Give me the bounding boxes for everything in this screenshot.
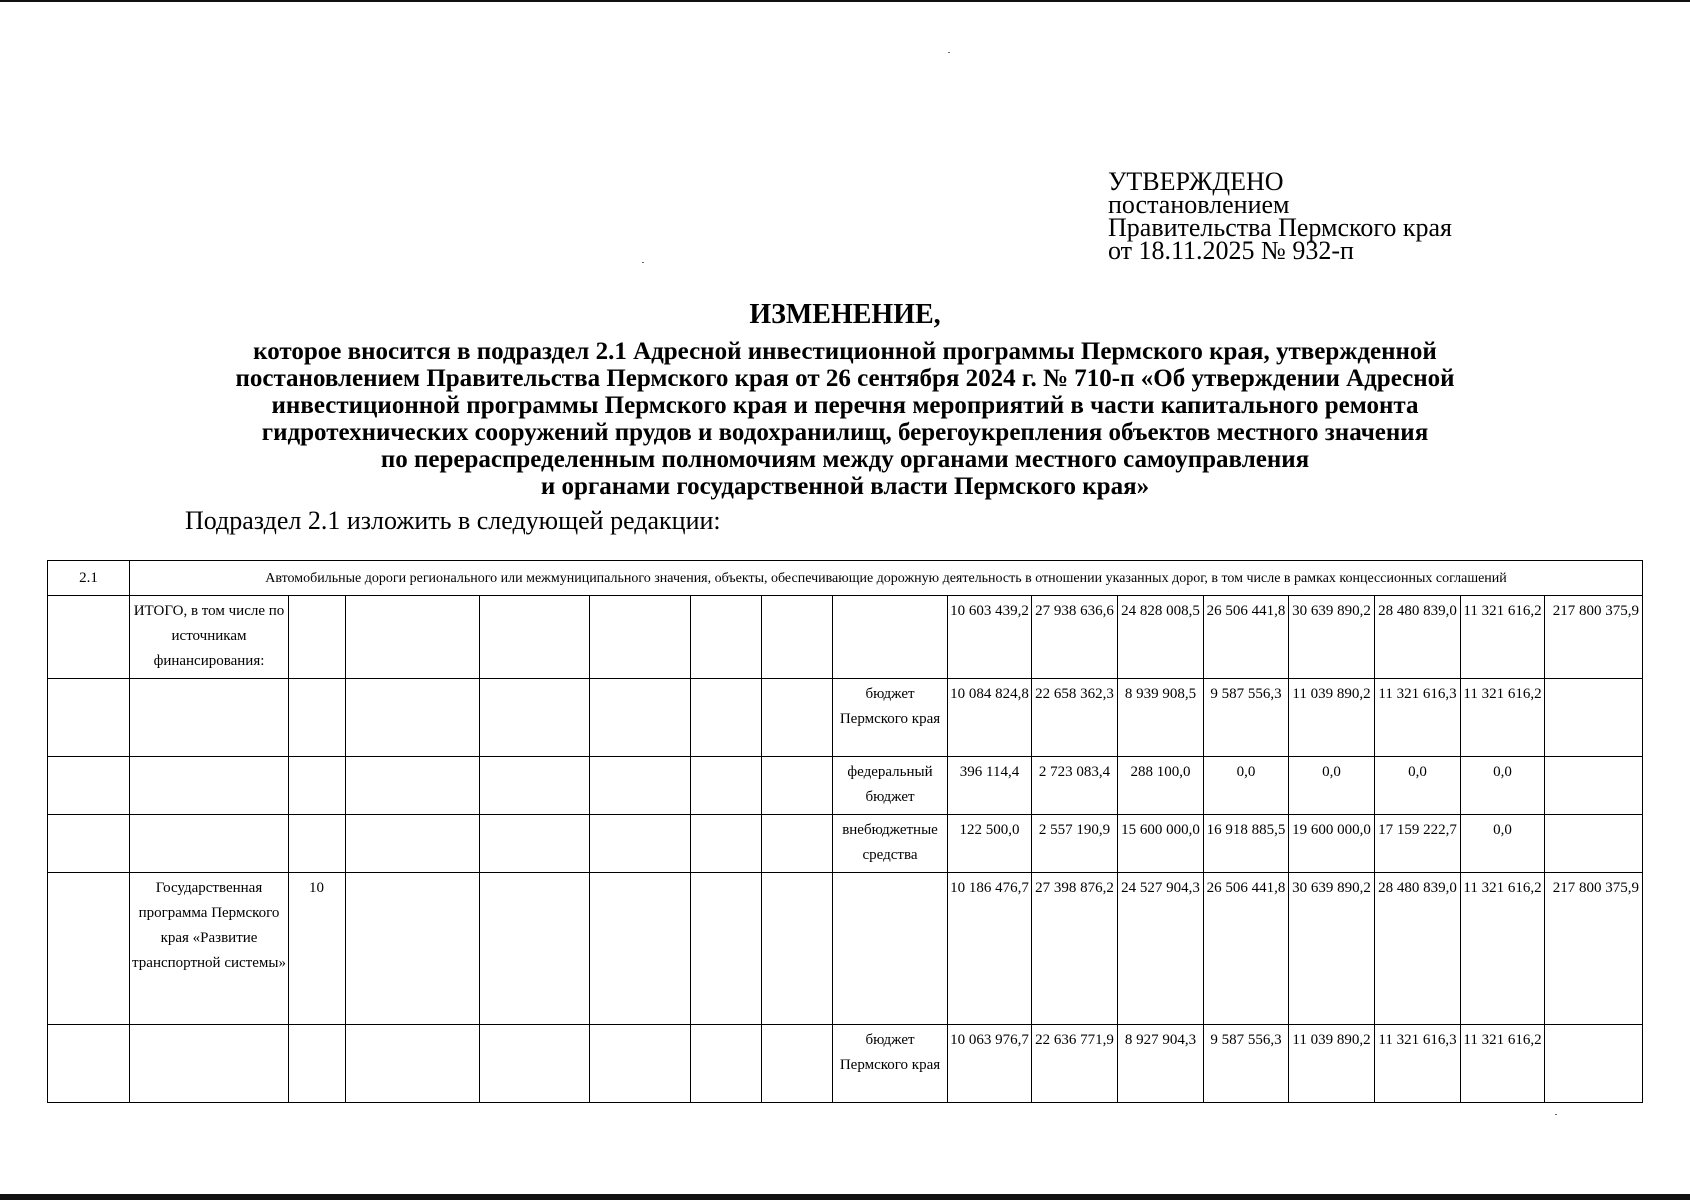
row-code-cell	[289, 679, 346, 757]
amount-cell: 11 039 890,2	[1289, 679, 1375, 757]
funding-source-cell	[833, 596, 948, 679]
total-cell: 217 800 375,9	[1545, 873, 1643, 1025]
amount-cell: 9 587 556,3	[1204, 679, 1289, 757]
empty-cell	[480, 757, 590, 815]
row-code-cell	[289, 596, 346, 679]
subtitle-line: гидротехнических сооружений прудов и водохранилищ, берегоукрепления объектов местного значения	[261, 419, 1429, 446]
approval-date-number: от 18.11.2025 № 932-п	[1108, 236, 1354, 265]
section-code: 2.1	[48, 561, 130, 596]
table-row	[48, 757, 1643, 815]
table-row	[48, 1025, 1643, 1103]
empty-cell	[346, 1025, 480, 1103]
instruction-text: Подраздел 2.1 изложить в следующей редакции:	[185, 506, 721, 535]
amount-cell: 11 321 616,2	[1461, 873, 1545, 1025]
row-name-cell	[130, 679, 289, 757]
empty-cell	[691, 1025, 762, 1103]
amount-cell: 28 480 839,0	[1375, 596, 1461, 679]
empty-cell	[346, 873, 480, 1025]
amount-cell: 17 159 222,7	[1375, 815, 1461, 873]
approval-heading: УТВЕРЖДЕНО	[1108, 167, 1284, 196]
amount-cell: 22 636 771,9	[1032, 1025, 1118, 1103]
row-code-cell	[289, 757, 346, 815]
empty-cell	[480, 1025, 590, 1103]
subtitle-line: инвестиционной программы Пермского края и перечня мероприятий в части капитального ремонта	[271, 392, 1419, 419]
amount-cell: 11 321 616,2	[1461, 679, 1545, 757]
amount-cell: 0,0	[1461, 815, 1545, 873]
row-number-cell	[48, 1025, 130, 1103]
total-cell	[1545, 679, 1643, 757]
amount-cell: 11 039 890,2	[1289, 1025, 1375, 1103]
amount-cell: 0,0	[1375, 757, 1461, 815]
amount-cell: 11 321 616,3	[1375, 1025, 1461, 1103]
total-cell	[1545, 757, 1643, 815]
row-number-cell	[48, 873, 130, 1025]
empty-cell	[762, 596, 833, 679]
subtitle-line: по перераспределенным полномочиям между органами местного самоуправления	[380, 446, 1310, 473]
amount-cell: 27 938 636,6	[1032, 596, 1118, 679]
approval-resolution: постановлением	[1108, 190, 1290, 219]
funding-source-cell: федеральный бюджет	[833, 757, 948, 815]
approval-stamp	[1108, 167, 1452, 265]
empty-cell	[346, 757, 480, 815]
subtitle-line: которое вносится в подраздел 2.1 Адресной инвестиционной программы Пермского края, утвержденной	[253, 338, 1437, 365]
empty-cell	[590, 757, 691, 815]
scan-top-border	[0, 0, 1690, 2]
empty-cell	[480, 596, 590, 679]
row-code-cell	[289, 1025, 346, 1103]
amount-cell: 26 506 441,8	[1204, 596, 1289, 679]
amount-cell: 122 500,0	[948, 815, 1032, 873]
section-name: Автомобильные дороги регионального или межмуниципального значения, объекты, обеспечивающие дорожную деятельность в отношении указанных дорог, в том числе в рамках концессионных соглашений	[130, 561, 1643, 596]
empty-cell	[590, 873, 691, 1025]
amount-cell: 19 600 000,0	[1289, 815, 1375, 873]
table-row	[48, 815, 1643, 873]
amount-cell: 10 084 824,8	[948, 679, 1032, 757]
amount-cell: 24 527 904,3	[1118, 873, 1204, 1025]
empty-cell	[762, 873, 833, 1025]
amount-cell: 11 321 616,2	[1461, 1025, 1545, 1103]
amount-cell: 2 723 083,4	[1032, 757, 1118, 815]
empty-cell	[762, 757, 833, 815]
row-name-cell	[130, 815, 289, 873]
total-cell	[1545, 1025, 1643, 1103]
amount-cell: 2 557 190,9	[1032, 815, 1118, 873]
empty-cell	[480, 679, 590, 757]
funding-source-cell: бюджет Пермского края	[833, 679, 948, 757]
empty-cell	[691, 596, 762, 679]
amount-cell: 27 398 876,2	[1032, 873, 1118, 1025]
row-code-cell: 10	[289, 873, 346, 1025]
empty-cell	[590, 679, 691, 757]
amount-cell: 8 927 904,3	[1118, 1025, 1204, 1103]
amount-cell: 28 480 839,0	[1375, 873, 1461, 1025]
amount-cell: 26 506 441,8	[1204, 873, 1289, 1025]
row-number-cell	[48, 596, 130, 679]
amount-cell: 10 063 976,7	[948, 1025, 1032, 1103]
amount-cell: 10 186 476,7	[948, 873, 1032, 1025]
empty-cell	[346, 679, 480, 757]
amount-cell: 0,0	[1461, 757, 1545, 815]
scan-speck	[948, 52, 950, 53]
table-row	[48, 679, 1643, 757]
empty-cell	[762, 679, 833, 757]
empty-cell	[590, 596, 691, 679]
empty-cell	[590, 1025, 691, 1103]
empty-cell	[480, 873, 590, 1025]
amount-cell: 30 639 890,2	[1289, 873, 1375, 1025]
empty-cell	[480, 815, 590, 873]
row-name-cell	[130, 757, 289, 815]
row-number-cell	[48, 757, 130, 815]
document-title: ИЗМЕНЕНИЕ,	[749, 299, 941, 330]
empty-cell	[346, 815, 480, 873]
scan-bottom-border	[0, 1194, 1690, 1200]
row-number-cell	[48, 679, 130, 757]
amount-cell: 9 587 556,3	[1204, 1025, 1289, 1103]
investment-table	[47, 560, 1643, 1103]
funding-source-cell: внебюджетные средства	[833, 815, 948, 873]
scan-speck	[1555, 1114, 1557, 1115]
empty-cell	[691, 679, 762, 757]
table-row	[48, 873, 1643, 1025]
amount-cell: 22 658 362,3	[1032, 679, 1118, 757]
empty-cell	[691, 815, 762, 873]
scan-speck	[642, 262, 644, 263]
row-name-cell: ИТОГО, в том числе по источникам финансирования:	[130, 596, 289, 679]
funding-source-cell	[833, 873, 948, 1025]
table-row	[48, 596, 1643, 679]
row-name-cell: Государственная программа Пермского края «Развитие транспортной системы»	[130, 873, 289, 1025]
amount-cell: 11 321 616,2	[1461, 596, 1545, 679]
row-code-cell	[289, 815, 346, 873]
document-subtitle	[0, 338, 1690, 500]
funding-source-cell: бюджет Пермского края	[833, 1025, 948, 1103]
row-number-cell	[48, 815, 130, 873]
amount-cell: 16 918 885,5	[1204, 815, 1289, 873]
amount-cell: 30 639 890,2	[1289, 596, 1375, 679]
amount-cell: 11 321 616,3	[1375, 679, 1461, 757]
section-header-row	[48, 561, 1643, 596]
amount-cell: 396 114,4	[948, 757, 1032, 815]
subtitle-line: и органами государственной власти Пермского края»	[540, 473, 1150, 500]
empty-cell	[691, 873, 762, 1025]
empty-cell	[762, 815, 833, 873]
empty-cell	[590, 815, 691, 873]
approval-authority: Правительства Пермского края	[1108, 213, 1452, 242]
amount-cell: 0,0	[1204, 757, 1289, 815]
total-cell	[1545, 815, 1643, 873]
total-cell: 217 800 375,9	[1545, 596, 1643, 679]
empty-cell	[691, 757, 762, 815]
investment-table-body	[48, 561, 1643, 1103]
subtitle-line: постановлением Правительства Пермского края от 26 сентября 2024 г. № 710-п «Об утверждении Адресной	[235, 365, 1455, 392]
amount-cell: 10 603 439,2	[948, 596, 1032, 679]
amount-cell: 8 939 908,5	[1118, 679, 1204, 757]
empty-cell	[762, 1025, 833, 1103]
amount-cell: 0,0	[1289, 757, 1375, 815]
amount-cell: 24 828 008,5	[1118, 596, 1204, 679]
row-name-cell	[130, 1025, 289, 1103]
empty-cell	[346, 596, 480, 679]
amount-cell: 15 600 000,0	[1118, 815, 1204, 873]
amount-cell: 288 100,0	[1118, 757, 1204, 815]
